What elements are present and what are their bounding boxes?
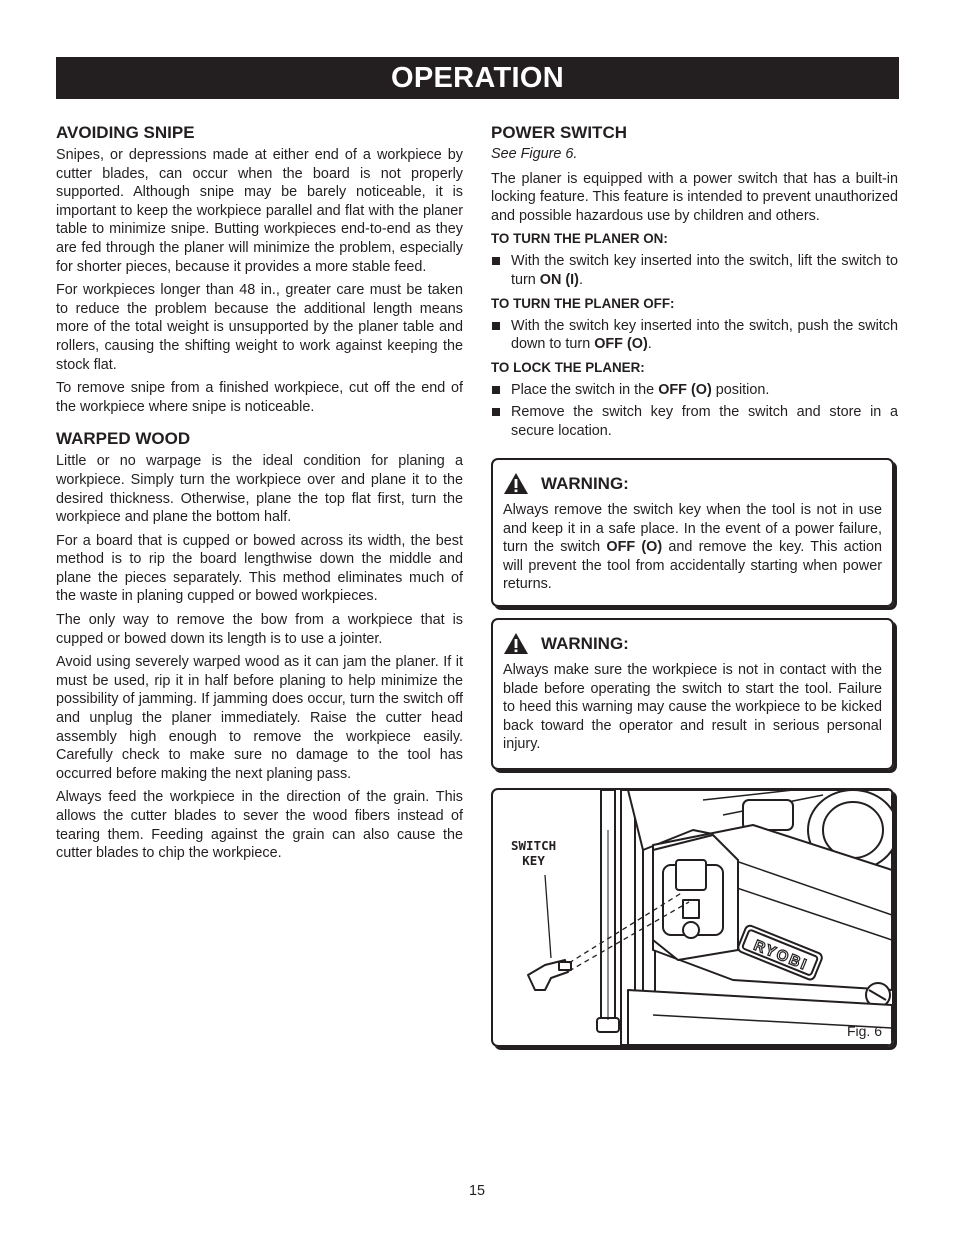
page-number: 15 bbox=[468, 1183, 485, 1199]
warning-text: Always make sure the workpiece is not in contact with the blade before operating the switch to start the tool. Failure to heed this warning may cause the workpiece to be kicked back toward the operator and result in serious personal injury. bbox=[503, 662, 882, 753]
snipe-paragraph: Snipes, or depressions made at either end of a workpiece by cutter blades, can occur when the board is not properly supported. Although snipe may be barely noticeable, it is important to keep the workpiece parallel and flat with the planer table to minimize snipe. Butting workpieces end-to-end as they are fed through the planer will minimize the problem, especially for shorter pieces, because it provides a more stable feed. bbox=[56, 147, 463, 275]
power-intro: The planer is equipped with a power switch that has a built-in locking feature. This feature is intended to prevent unauthorized and possible hazardous use by children and others. bbox=[491, 170, 898, 224]
list-item: Remove the switch key from the switch and store in a secure location. bbox=[491, 403, 898, 440]
switch-key-label: SWITCH KEY bbox=[511, 838, 557, 868]
planer-switch-illustration bbox=[493, 790, 892, 1045]
warning-title: WARNING: bbox=[541, 473, 629, 493]
snipe-paragraph: For workpieces longer than 48 in., greater care must be taken to reduce the problem because the additional length means more of the total weight is unsupported by the planer table and rollers, causing the shifting weight to work against keeping the stock flat. bbox=[56, 282, 463, 373]
list-item: Place the switch in the OFF (O) position. bbox=[491, 381, 898, 400]
heading-warped-wood: WARPED WOOD bbox=[56, 429, 191, 449]
turn-off-list bbox=[491, 317, 898, 354]
warped-paragraph: For a board that is cupped or bowed across its width, the best method is to rip the board lengthwise down the middle and plane the pieces separately. This method eliminates much of the waste in planing cupped or bowed workpieces. bbox=[56, 532, 463, 605]
snipe-paragraph: To remove snipe from a finished workpiece, cut off the end of the workpiece where snipe is noticeable. bbox=[56, 380, 463, 415]
warped-paragraph: The only way to remove the bow from a workpiece that is cupped or bowed down its length is to use a jointer. bbox=[56, 612, 463, 647]
lock-list bbox=[491, 381, 898, 441]
left-column bbox=[56, 122, 463, 868]
turn-on-list bbox=[491, 252, 898, 289]
warped-paragraph: Always feed the workpiece in the direction of the grain. This allows the cutter blades to sever the wood fibers instead of tearing them. Feeding against the grain can also cause the cutter blades to chip the workpiece. bbox=[56, 789, 463, 862]
warning-box-switch-key bbox=[491, 458, 894, 607]
brand-logo: RYOBI bbox=[751, 936, 811, 975]
list-item: With the switch key inserted into the switch, push the switch down to turn OFF (O). bbox=[491, 317, 898, 354]
warning-triangle-icon bbox=[503, 632, 529, 655]
figure-caption: Fig. 6 bbox=[846, 1023, 882, 1039]
warning-box-kickback bbox=[491, 618, 894, 770]
heading-lock: TO LOCK THE PLANER: bbox=[491, 359, 645, 375]
heading-power-switch: POWER SWITCH bbox=[491, 123, 627, 142]
warped-paragraph: Avoid using severely warped wood as it can jam the planer. If it must be used, rip it in half before planing to help minimize the possibility of jamming. If jamming does occur, turn the switch off and unplug the planer immediately. Raise the cutter head assembly high enough to remove the workpiece easily. Carefully check to make sure no damage to the tool has occurred before making the next planing pass. bbox=[56, 654, 463, 782]
section-banner: OPERATION bbox=[56, 57, 899, 99]
warped-paragraph: Little or no warpage is the ideal condition for planing a workpiece. Simply turn the workpiece over and plane it to the desired thickness. Otherwise, plane the top flat first, turn the workpiece and plane the bottom half. bbox=[56, 453, 463, 526]
heading-turn-on: TO TURN THE PLANER ON: bbox=[491, 231, 668, 247]
figure-6 bbox=[491, 788, 894, 1047]
right-column bbox=[491, 122, 898, 446]
warning-text: Always remove the switch key when the tool is not in use and keep it in a safe place. In the event of a power failure, turn the switch OFF (O) and remove the key. This action will prevent the tool from accidentally starting when power returns. bbox=[503, 502, 883, 593]
heading-avoiding-snipe: AVOIDING SNIPE bbox=[56, 123, 195, 142]
warning-triangle-icon bbox=[503, 472, 529, 495]
figure-reference: See Figure 6. bbox=[491, 146, 578, 162]
heading-turn-off: TO TURN THE PLANER OFF: bbox=[491, 295, 675, 311]
list-item: With the switch key inserted into the switch, lift the switch to turn ON (I). bbox=[491, 252, 898, 289]
warning-title: WARNING: bbox=[541, 633, 629, 653]
